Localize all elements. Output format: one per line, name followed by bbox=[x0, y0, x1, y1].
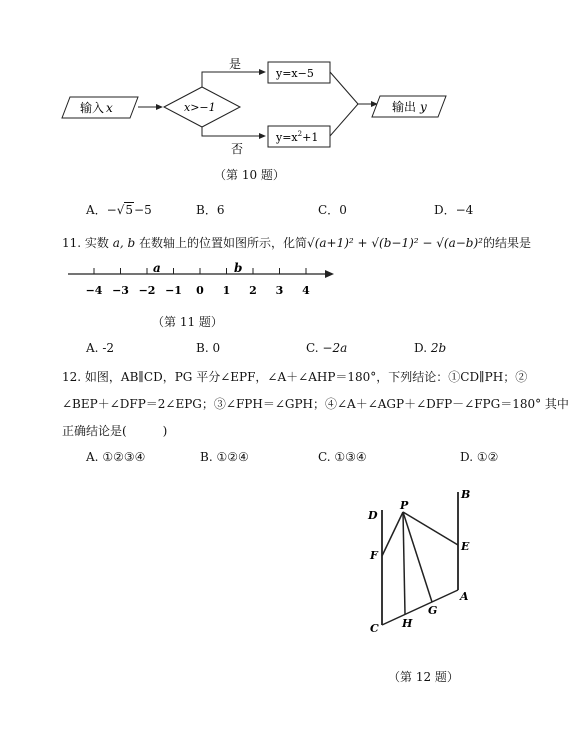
q12-line-3: 正确结论是( ) bbox=[62, 424, 168, 438]
no-label: 否 bbox=[231, 142, 244, 156]
q11-option-b: B. 0 bbox=[196, 341, 221, 355]
q11-option-d: D. 2b bbox=[414, 341, 447, 355]
axis-tick-label: 4 bbox=[302, 284, 310, 297]
axis-tick-label: 0 bbox=[196, 284, 204, 297]
label-B: B bbox=[461, 488, 471, 501]
q12-option-a: A. ①②③④ bbox=[86, 450, 146, 464]
arrow-head bbox=[259, 133, 266, 139]
q12-geometry-figure bbox=[340, 480, 500, 650]
number-line bbox=[60, 258, 350, 302]
output-var: y bbox=[420, 100, 427, 114]
axis-tick-label: 1 bbox=[222, 284, 231, 297]
yes-label: 是 bbox=[229, 57, 242, 71]
label-A: A bbox=[460, 590, 469, 603]
q12-line-1: 12. 如图，AB∥CD，PG 平分∠EPF，∠A＋∠AHP＝180°，下列结论：①CD∥PH；② bbox=[62, 370, 528, 384]
input-label: 输入 bbox=[80, 101, 105, 115]
q11-expression: √(a+1)² + √(b−1)² − √(a−b)² bbox=[307, 236, 483, 250]
q12-option-c: C. ①③④ bbox=[318, 450, 367, 464]
point-a-label: a bbox=[153, 261, 161, 275]
arrow-head bbox=[156, 104, 163, 110]
arrow-head bbox=[259, 69, 266, 75]
q12-caption: （第 12 题） bbox=[388, 670, 459, 684]
q10-option-c: C．0 bbox=[318, 203, 347, 217]
axis-tick-label: −4 bbox=[85, 284, 103, 297]
input-var: x bbox=[106, 101, 113, 115]
label-H: H bbox=[402, 617, 413, 630]
axis-arrow-icon bbox=[325, 270, 334, 278]
label-F: F bbox=[370, 549, 378, 562]
q11-option-a: A. -2 bbox=[86, 341, 115, 355]
q12-line-2: ∠BEP＋∠DFP＝2∠EPG；③∠FPH＝∠GPH；④∠A＋∠AGP＋∠DFP－∠FPG＝180° 其中 bbox=[62, 397, 569, 411]
axis-tick-label: 3 bbox=[275, 284, 284, 297]
decision-condition: x>−1 bbox=[184, 101, 216, 114]
q11-caption: （第 11 题） bbox=[152, 315, 223, 329]
yes-process-text: y=x−5 bbox=[276, 67, 314, 80]
q12-option-b: B. ①②④ bbox=[200, 450, 249, 464]
axis-tick-label: −1 bbox=[165, 284, 182, 297]
q11-option-c: C. −2a bbox=[306, 341, 348, 355]
label-C: C bbox=[370, 622, 379, 635]
axis-tick-label: −3 bbox=[112, 284, 129, 297]
no-process-text: $y=x^2+1$ bbox=[276, 130, 319, 144]
q10-option-b: B．6 bbox=[196, 203, 225, 217]
label-D: D bbox=[368, 509, 378, 522]
axis-tick-label: −2 bbox=[138, 284, 156, 297]
q10-caption: （第 10 题） bbox=[214, 168, 285, 182]
label-P: P bbox=[400, 499, 409, 512]
output-label: 输出 bbox=[392, 100, 417, 114]
axis-tick-label: 2 bbox=[249, 284, 257, 297]
q11-stem: 11. 实数 a, b 在数轴上的位置如图所示，化简√(a+1)² + √(b−1)² − √(a−b)²的结果是 bbox=[62, 236, 531, 250]
q10-option-d: D．−4 bbox=[434, 203, 474, 217]
label-G: G bbox=[428, 604, 438, 617]
q10-option-a: A．−√5−5 bbox=[86, 203, 152, 217]
label-E: E bbox=[461, 540, 470, 553]
point-b-label: b bbox=[234, 261, 243, 275]
flowchart-diagram bbox=[0, 0, 580, 200]
q12-option-d: D. ①② bbox=[460, 450, 499, 464]
